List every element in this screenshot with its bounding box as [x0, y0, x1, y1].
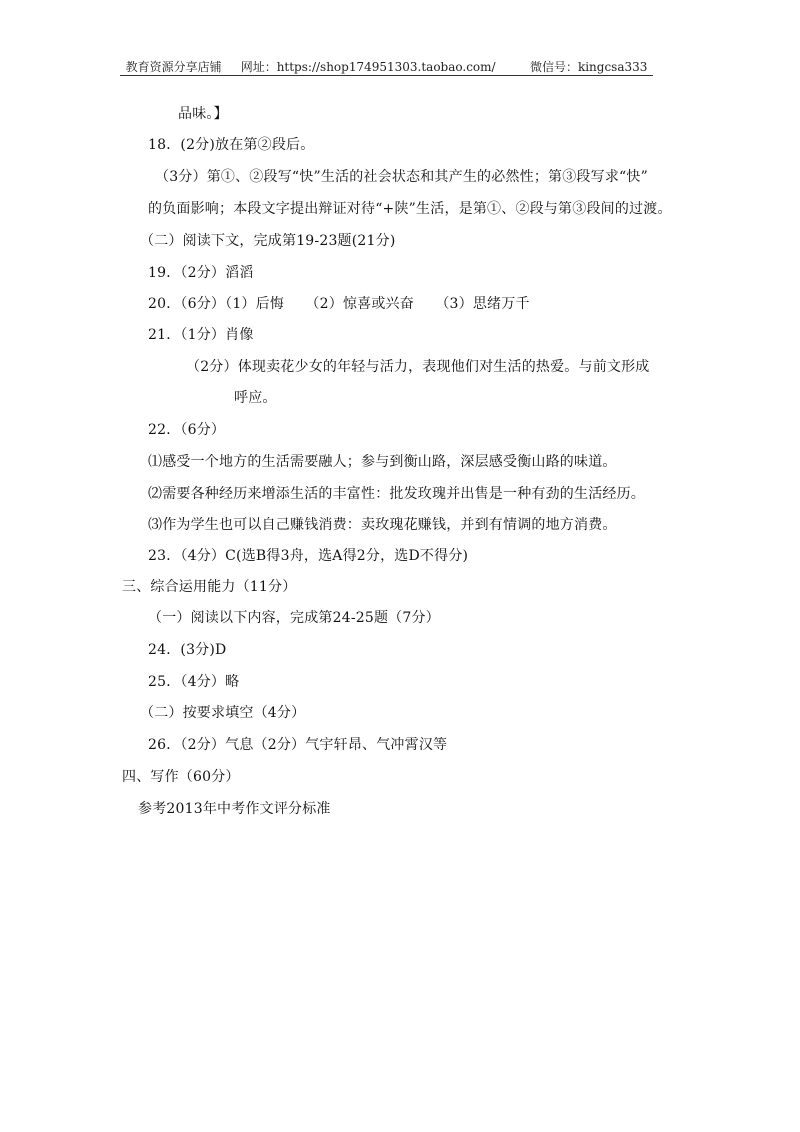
answer-22: 22．（6分） [148, 422, 226, 438]
answer-18: 18．(2分)放在第②段后。 [148, 137, 315, 153]
answer-22-point-3: ⑶作为学生也可以自己赚钱消费：卖玫瑰花赚钱，并到有情调的地方消费。 [148, 517, 617, 533]
header-wechat: 微信号：kingcsa333 [529, 60, 648, 74]
answer-21-detail-cont: 呼应。 [234, 390, 277, 406]
answer-23: 23．（4分）C(选B得3舟，选A得2分，选D不得分) [148, 548, 469, 564]
subsection-heading: （二）按要求填空（4分） [140, 705, 306, 721]
page-header [120, 58, 653, 75]
answer-22-point-1: ⑴感受一个地方的生活需要融人；参与到衡山路，深层感受衡山路的味道。 [148, 454, 617, 470]
section-heading: 四、写作（60分） [122, 769, 240, 785]
answer-18-detail-cont: 的负面影响；本段文字提出辩证对待“+陕”生活，是第①、②段与第③段间的过渡。 [148, 201, 672, 217]
text-line: 品味。】 [178, 106, 228, 122]
answer-21: 21．（1分）肖像 [148, 327, 254, 343]
header-divider [120, 75, 653, 76]
section-heading: 三、综合运用能力（11分） [122, 579, 297, 595]
answer-21-detail: （2分）体现卖花少女的年轻与活力，表现他们对生活的热爱。与前文形成 [186, 359, 650, 375]
answer-22-point-2: ⑵需要各种经历来增添生活的丰富性：批发玫瑰并出售是一种有劲的生活经历。 [148, 486, 645, 502]
scoring-reference: 参考2013年中考作文评分标准 [138, 801, 331, 817]
answer-24: 24．(3分)D [148, 642, 227, 658]
subsection-heading: （一）阅读以下内容，完成第24-25题（7分） [148, 610, 440, 626]
answer-19: 19．（2分）滔滔 [148, 265, 254, 281]
answer-26: 26．（2分）气息（2分）气宇轩昂、气冲霄汉等 [148, 737, 448, 753]
answer-18-detail: （3分）第①、②段写“快”生活的社会状态和其产生的必然性；第③段写求“快” [155, 169, 648, 185]
header-shop-name: 教育资源分享店铺 [125, 60, 222, 74]
section-heading: （二）阅读下文，完成第19-23题(21分) [140, 233, 396, 249]
header-url: 网址：https://shop174951303.taobao.com/ [240, 60, 496, 74]
answer-20: 20．（6分）（1）后悔 （2）惊喜或兴奋 （3）思绪万千 [148, 296, 530, 312]
answer-25: 25．（4分）略 [148, 674, 240, 690]
